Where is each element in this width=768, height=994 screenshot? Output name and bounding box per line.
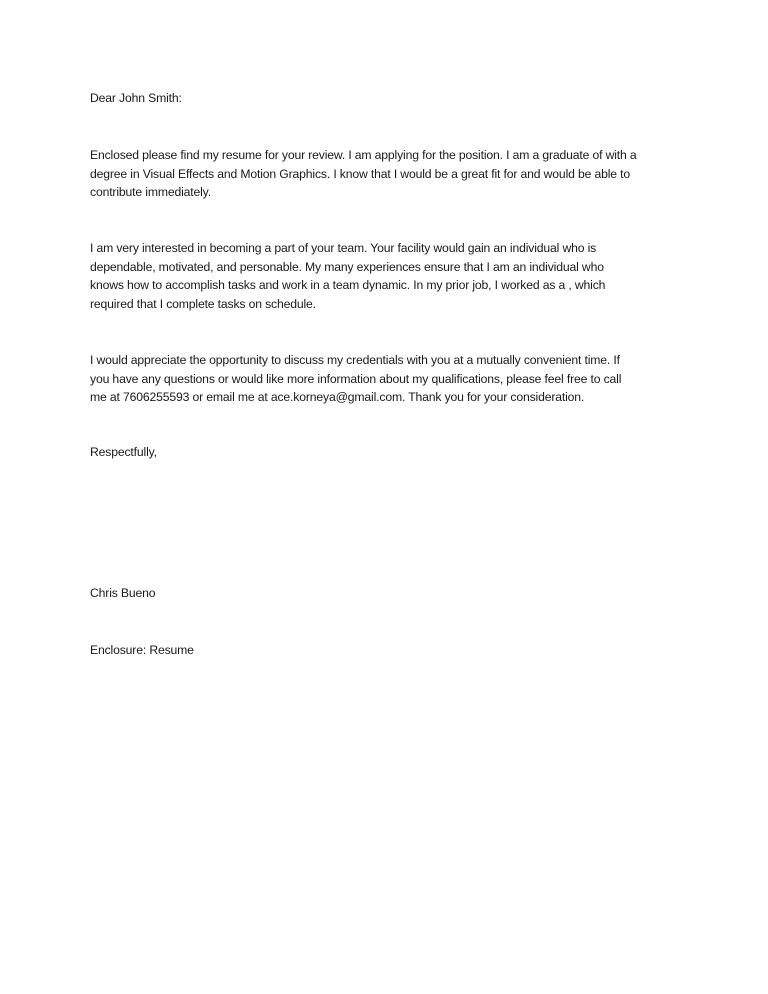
paragraph-line: dependable, motivated, and personable. My many experiences ensure that I am an individual who (90, 259, 604, 274)
paragraph-line: required that I complete tasks on schedule. (90, 296, 316, 311)
paragraph-interest (90, 239, 690, 313)
paragraph-line: I am very interested in becoming a part of your team. Your facility would gain an individual who is (90, 241, 597, 255)
paragraph-line: you have any questions or would like more information about my qualifications, please feel free to call (90, 371, 622, 386)
paragraph-line: Enclosed please find my resume for your review. I am applying for the position. I am a graduate of with a (90, 148, 637, 162)
paragraph-line: I would appreciate the opportunity to discuss my credentials with you at a mutually convenient time. If (90, 353, 620, 367)
paragraph-intro (90, 146, 690, 202)
paragraph-contact (90, 351, 690, 407)
paragraph-line: me at 7606255593 or email me at ace.korneya@gmail.com. Thank you for your consideration. (90, 390, 585, 405)
salutation: Dear John Smith: (90, 91, 182, 105)
paragraph-line: knows how to accomplish tasks and work in a team dynamic. In my prior job, I worked as a , which (90, 278, 606, 293)
enclosure-note: Enclosure: Resume (90, 643, 194, 657)
paragraph-line: contribute immediately. (90, 185, 211, 200)
paragraph-line: degree in Visual Effects and Motion Graphics. I know that I would be a great fit for and would be able to (90, 166, 631, 181)
closing: Respectfully, (90, 445, 157, 459)
signature-name: Chris Bueno (90, 586, 156, 600)
